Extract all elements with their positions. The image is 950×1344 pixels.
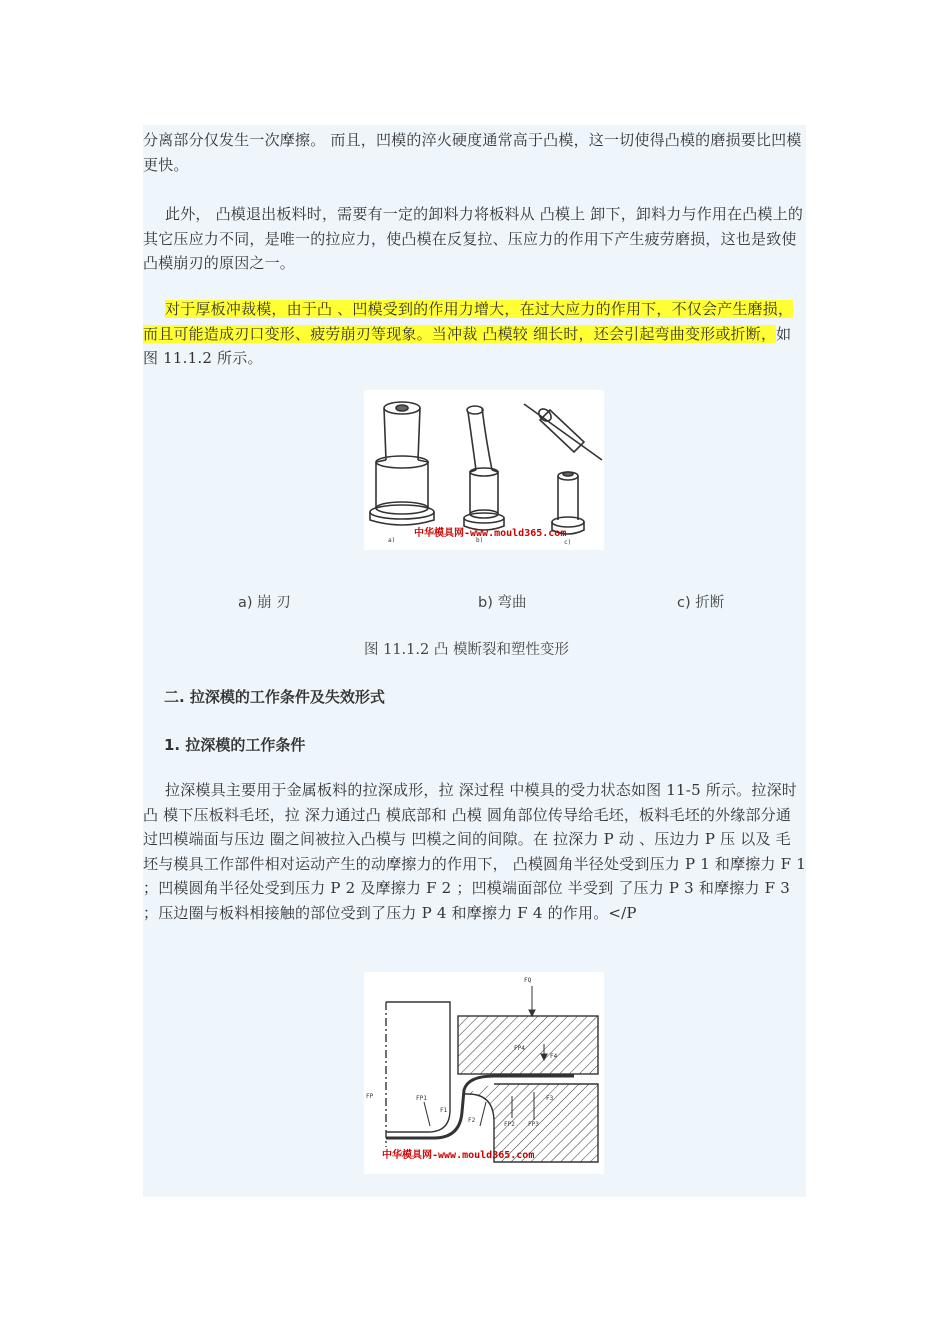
paragraph-thick-plate — [143, 297, 806, 371]
label-fq: FQ — [524, 977, 532, 984]
figure2-watermark: 中华模具网-www.mould365.com — [382, 1150, 535, 1161]
label-fp4: FP4 — [514, 1045, 525, 1052]
section-heading: 二. 拉深模的工作条件及失效形式 — [164, 688, 385, 706]
label-bending: b) 弯曲 — [478, 595, 527, 611]
label-fp2: FP2 — [504, 1121, 515, 1128]
label-fp: FP — [366, 1093, 374, 1100]
sub-label-a: a) — [388, 537, 396, 544]
sub-label-b: b) — [476, 537, 484, 544]
paragraph-unloading-force: 此外， 凸模退出板料时，需要有一定的卸料力将板料从 凸模上 卸下，卸料力与作用在凸模上的其它压应力不同，是唯一的拉应力，使凸模在反复拉、压应力的作用下产生疲劳磨损，这也是致使凸模崩刃的原因之一。 — [143, 205, 804, 272]
label-fracture: c) 折断 — [677, 595, 725, 611]
sub-label-c: c) — [564, 539, 572, 546]
paragraph-drawing-conditions: 拉深模具主要用于金属板料的拉深成形，拉 深过程 中模具的受力状态如图 11-5 所示。拉深时 凸 模下压板料毛坯，拉 深力通过凸 模底部和 凸模 圆角部位传导给毛坯，板料毛坯的外缘部分通过凹模端面与压边 圈之间被拉入凸模与 凹模之间的间隙。在 拉深力 P 动 、压边力 P 压 以及 毛坯与模具工作部件相对运动产生的动摩擦力的作用下， 凸模圆角半径处受到压力 P 1 和摩擦力 F 1 ；凹模圆角半径处受到压力 P 2 及摩擦力 F 2 ；凹模端面部位 半受到 了压力 P 3 和摩擦力 F 3 ；压边圈与板料相接触的部位受到了压力 P 4 和摩擦力 F 4 的作用。</P — [143, 781, 806, 922]
label-f3: F3 — [546, 1095, 554, 1102]
paragraph-wear: 分离部分仅发生一次摩擦。 而且，凹模的淬火硬度通常高于凸模，这一切使得凸模的磨损要比凹模更快。 — [143, 131, 802, 174]
figure1-watermark: 中华模具网-www.mould365.com — [414, 528, 567, 539]
punch-failure-figure — [364, 390, 604, 550]
label-chipping: a) 崩 刃 — [238, 595, 291, 611]
label-f4: F4 — [550, 1053, 558, 1060]
highlighted-text: 对于厚板冲裁模，由于凸 、凹模受到的作用力增大，在过大应力的作用下，不仅会产生磨损，而且可能造成刃口变形、疲劳崩刃等现象。当冲裁 凸模较 细长时，还会引起弯曲变形或折断， — [143, 300, 794, 343]
figure1-caption: 图 11.1.2 凸 模断裂和塑性变形 — [364, 642, 569, 658]
label-fp3: FP3 — [528, 1121, 539, 1128]
figure-reference: 如图 11.1.2 所示。 — [143, 324, 792, 367]
label-f2: F2 — [468, 1117, 476, 1124]
drawing-force-diagram — [364, 972, 604, 1174]
label-f1: F1 — [440, 1107, 448, 1114]
subsection-heading: 1. 拉深模的工作条件 — [164, 736, 306, 754]
label-fp1: FP1 — [416, 1095, 427, 1102]
